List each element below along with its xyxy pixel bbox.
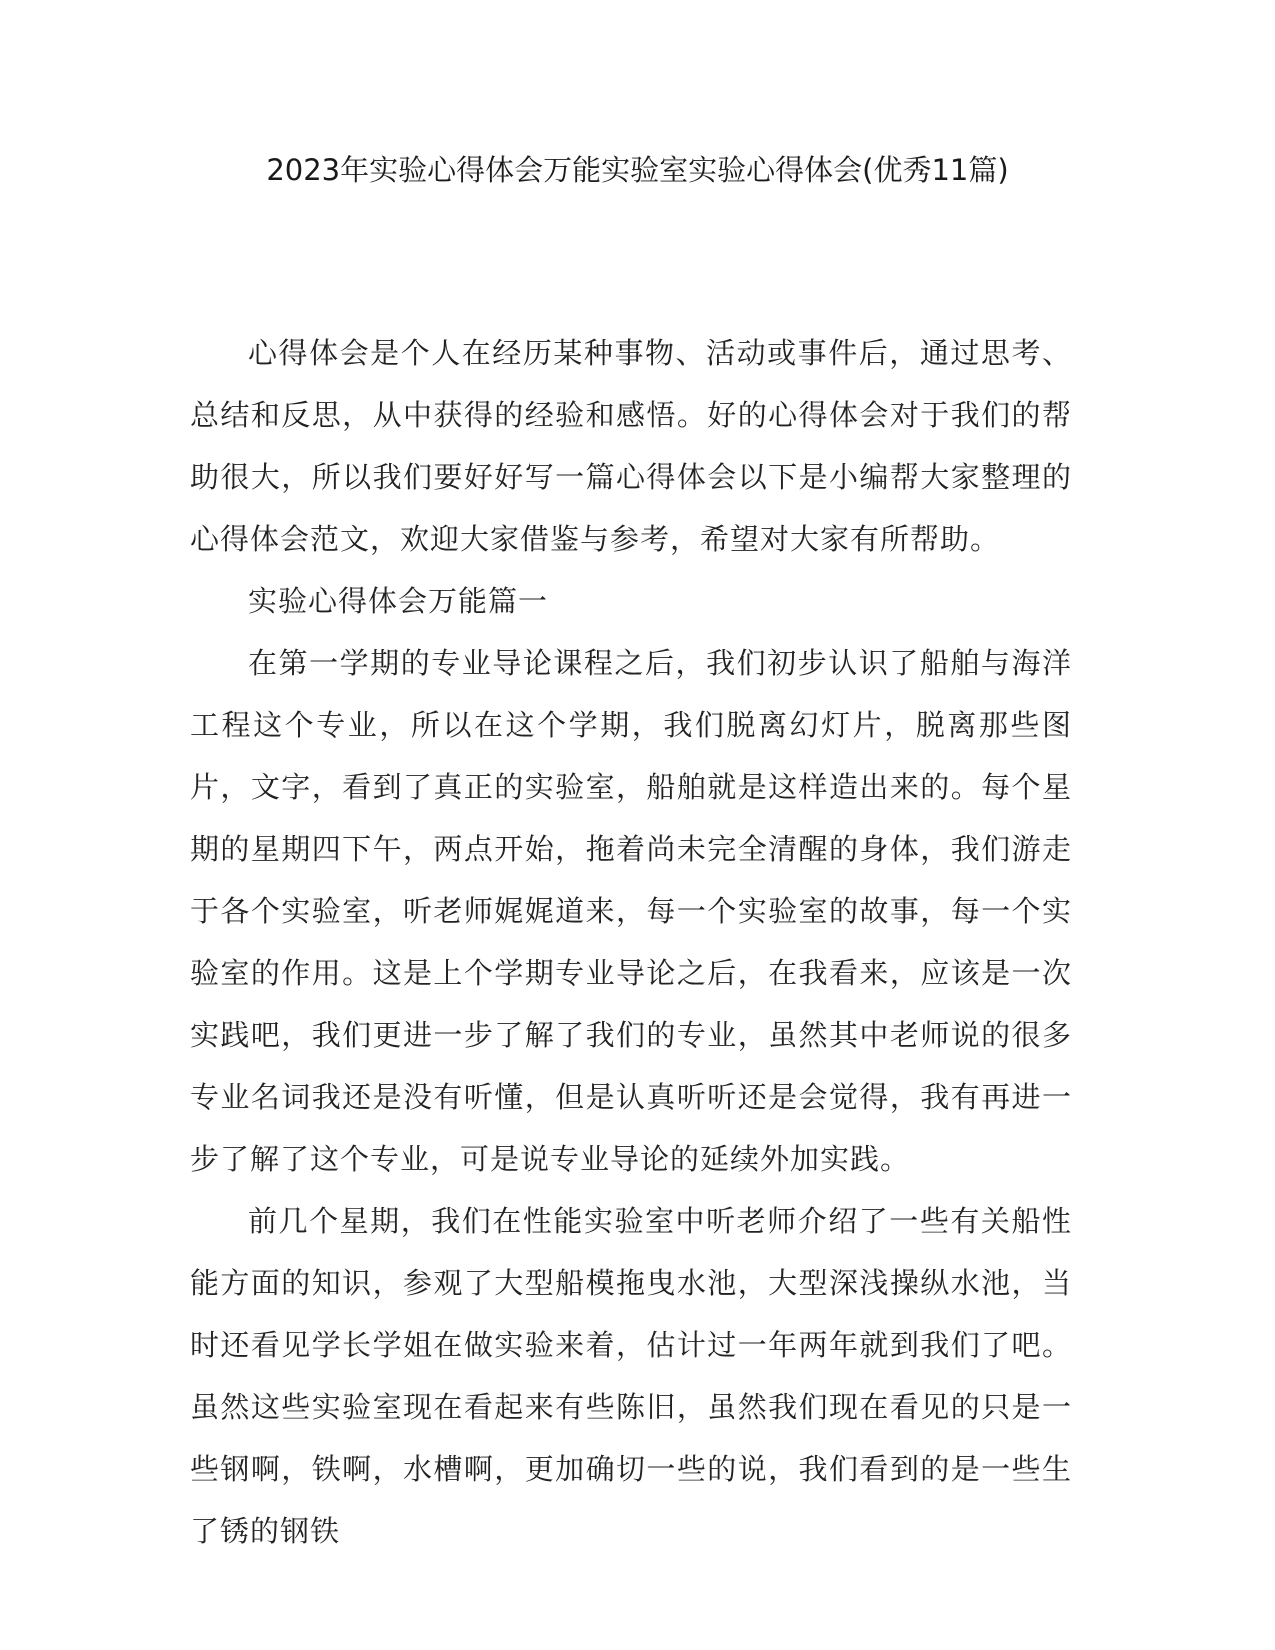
section-heading: 实验心得体会万能篇一 <box>248 584 549 618</box>
intro-paragraph: 心得体会是个人在经历某种事物、活动或事件后，通过思考、总结和反思，从中获得的经验和感悟。好的心得体会对于我们的帮助很大，所以我们要好好写一篇心得体会以下是小编帮大家整理的心得体会范文，欢迎大家借鉴与参考，希望对大家有所帮助。 <box>190 336 1072 556</box>
body-paragraph: 在第一学期的专业导论课程之后，我们初步认识了船舶与海洋工程这个专业，所以在这个学期，我们脱离幻灯片，脱离那些图片，文字，看到了真正的实验室，船舶就是这样造出来的。每个星期的星期四下午，两点开始，拖着尚未完全清醒的身体，我们游走于各个实验室，听老师娓娓道来，每一个实验室的故事，每一个实验室的作用。这是上个学期专业导论之后，在我看来，应该是一次实践吧，我们更进一步了解了我们的专业，虽然其中老师说的很多专业名词我还是没有听懂，但是认真听听还是会觉得，我有再进一步了解了这个专业，可是说专业导论的延续外加实践。 <box>190 646 1072 1176</box>
body-paragraph: 前几个星期，我们在性能实验室中听老师介绍了一些有关船性能方面的知识，参观了大型船模拖曳水池，大型深浅操纵水池，当时还看见学长学姐在做实验来着，估计过一年两年就到我们了吧。虽然这些实验室现在看起来有些陈旧，虽然我们现在看见的只是一些钢啊，铁啊，水槽啊，更加确切一些的说，我们看到的是一些生了锈的钢铁 <box>190 1204 1072 1548</box>
document-title: 2023年实验心得体会万能实验室实验心得体会(优秀11篇) <box>266 153 1009 187</box>
document-body <box>190 322 1072 1562</box>
